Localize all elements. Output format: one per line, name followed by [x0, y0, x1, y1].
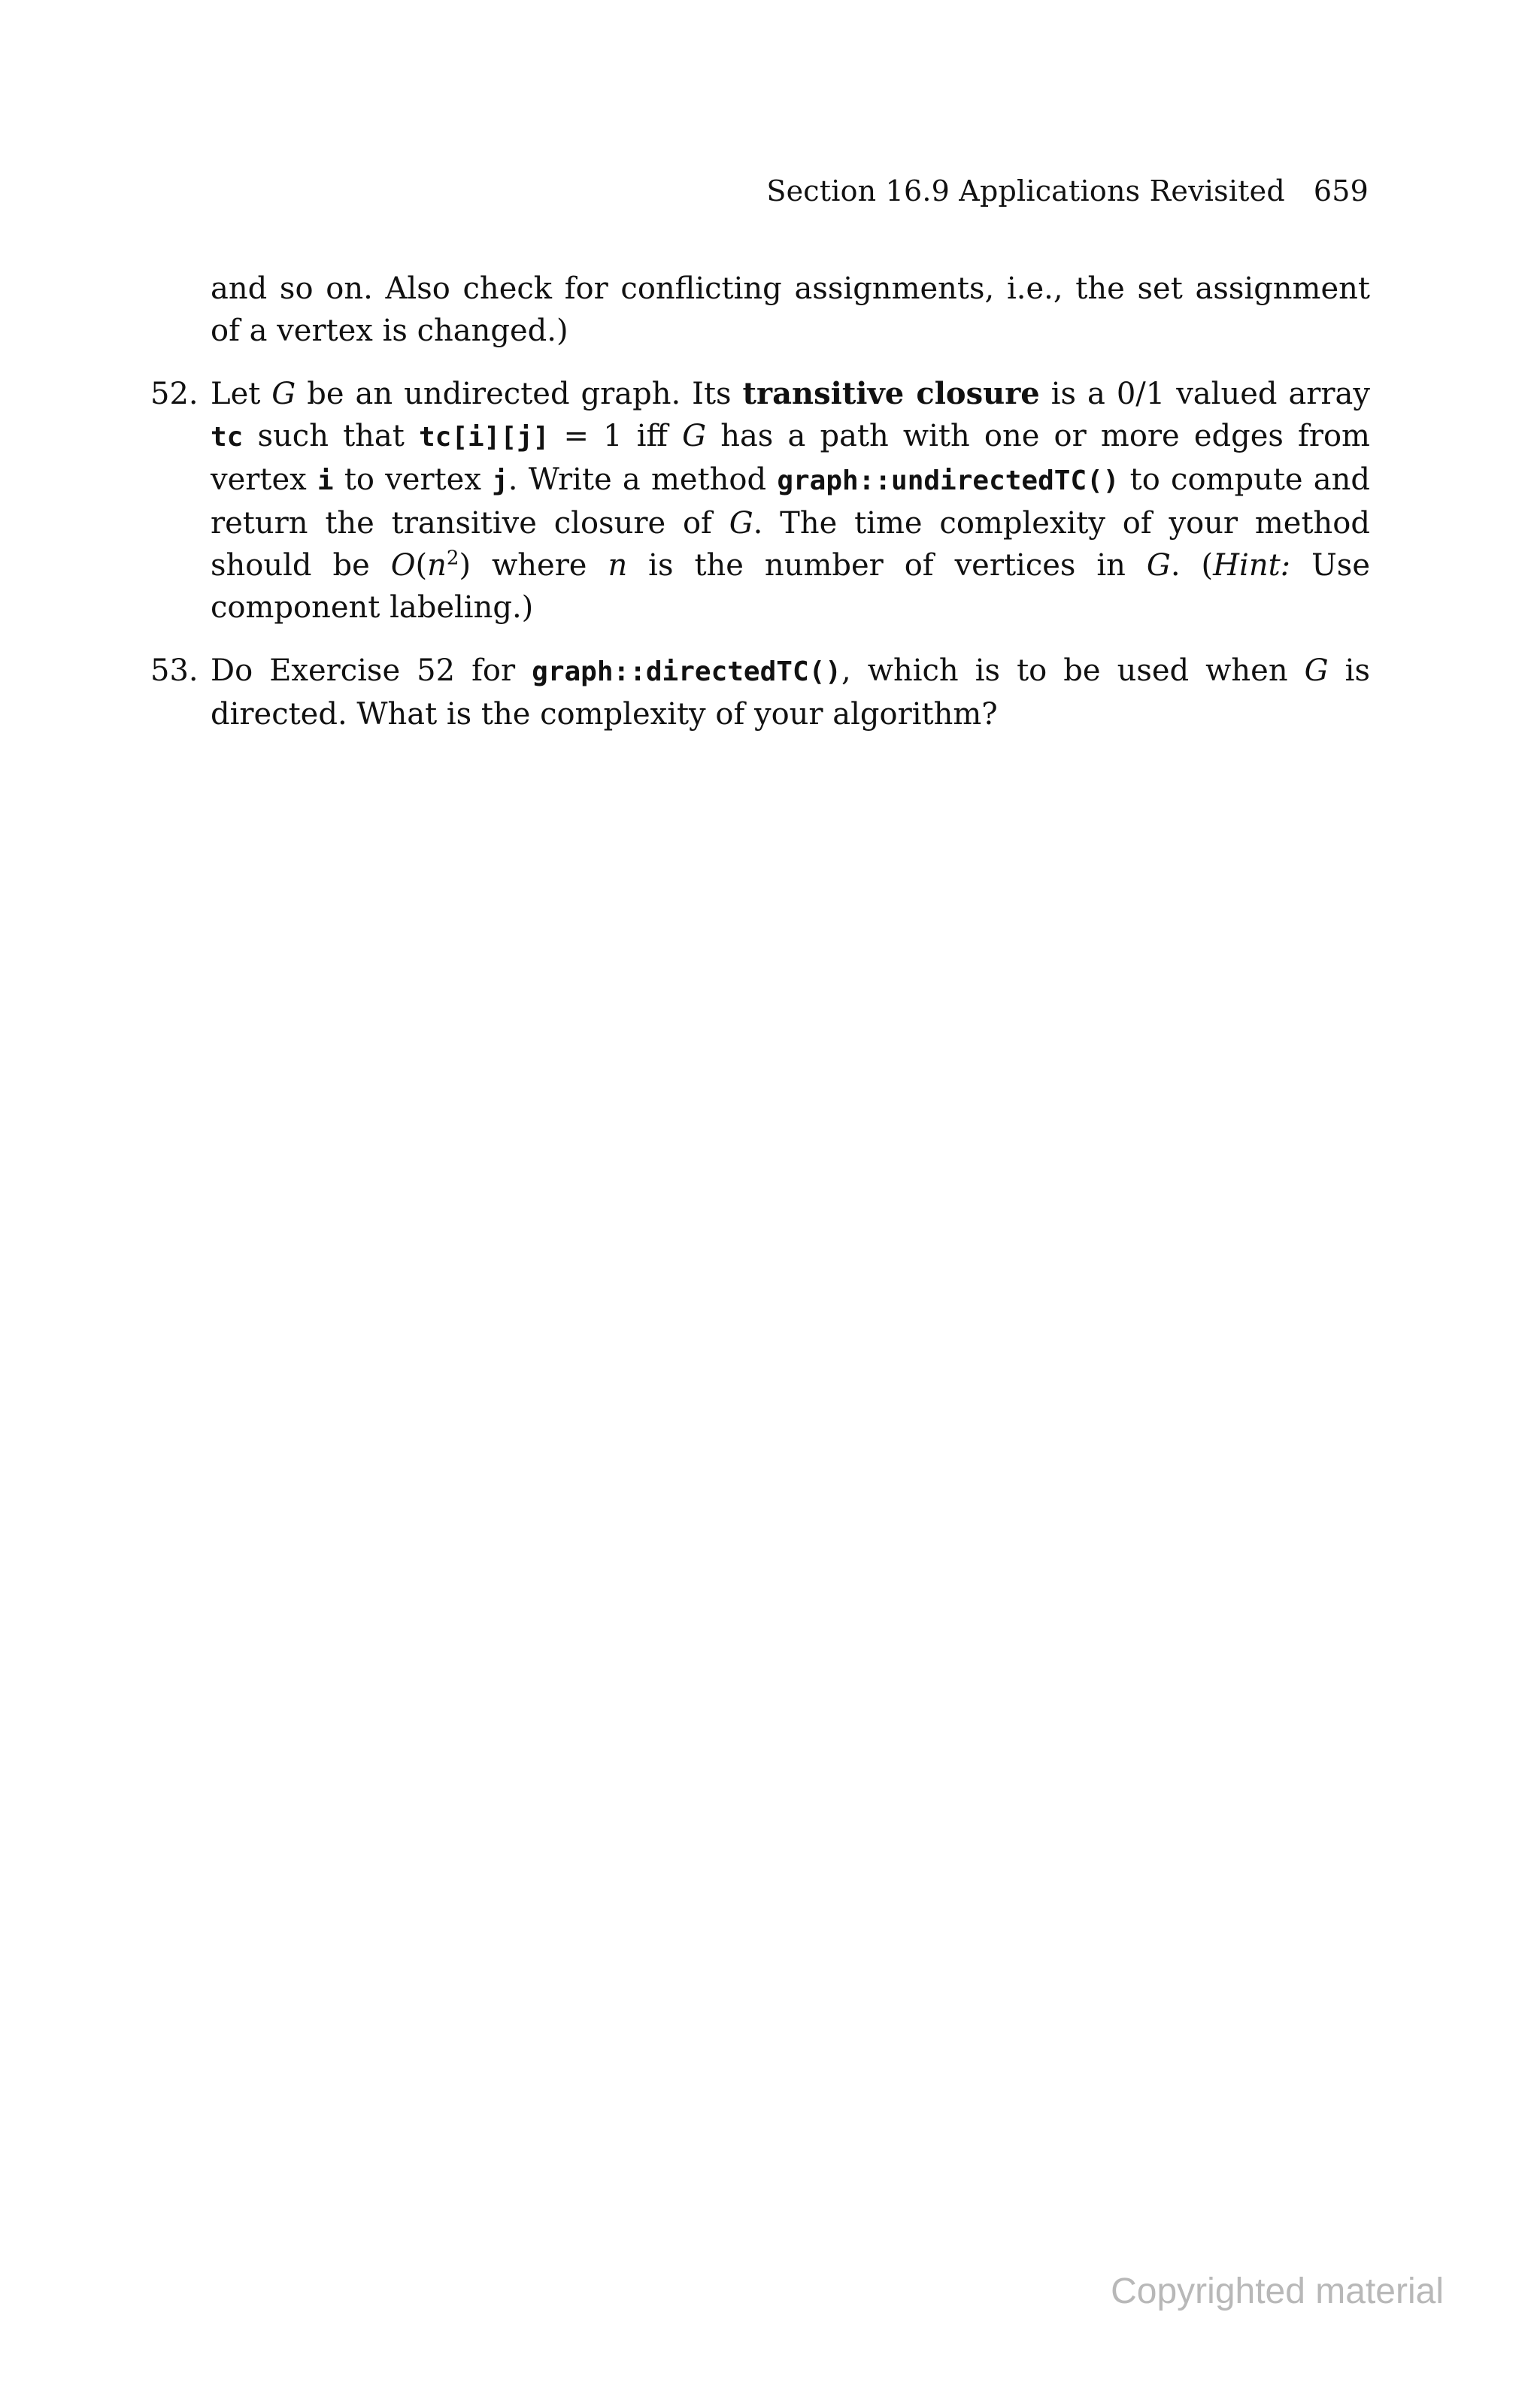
exercise-number: 53. [150, 653, 199, 688]
continued-line-2: a vertex is changed.) [249, 314, 568, 348]
page-number: 659 [1313, 174, 1369, 208]
continued-paragraph [150, 268, 1370, 352]
section-title: Section 16.9 Applications Revisited [766, 174, 1285, 208]
exercise-52 [150, 373, 1370, 629]
continued-line-1: and so on. Also check for conflicting assignments, i.e., the set assignment of [211, 271, 1370, 348]
code-method: graph::undirectedTC() [777, 465, 1120, 496]
code-tc-ij: tc[i][j] [418, 422, 550, 453]
exercise-53 [150, 650, 1370, 735]
hint-label: Hint: [1213, 548, 1291, 583]
exercise-text: Let G be an undirected graph. Its transitive closure is a 0/1 valued array tc such that tc[i][j] = 1 iff G has a path with one or more edges from vertex i to vertex j. Write a method graph::undirectedTC() to compute and return the transitive closure of G. The time complexity of your method should be $O(n^2)$ where n is the number of vertices in G. (Hint: Use component labeling.) [211, 376, 1371, 625]
running-header [766, 174, 1369, 208]
code-tc: tc [211, 422, 244, 453]
bold-term: transitive closure [742, 376, 1040, 411]
exercise-number: 52. [150, 377, 199, 411]
exercise-text: Do Exercise 52 for graph::directedTC(), which is to be used when G is directed. What is the complexity of your algorithm? [211, 653, 1370, 732]
page-body [150, 268, 1370, 735]
code-method: graph::directedTC() [532, 656, 841, 687]
copyright-watermark: Copyrighted material [1111, 2271, 1444, 2311]
